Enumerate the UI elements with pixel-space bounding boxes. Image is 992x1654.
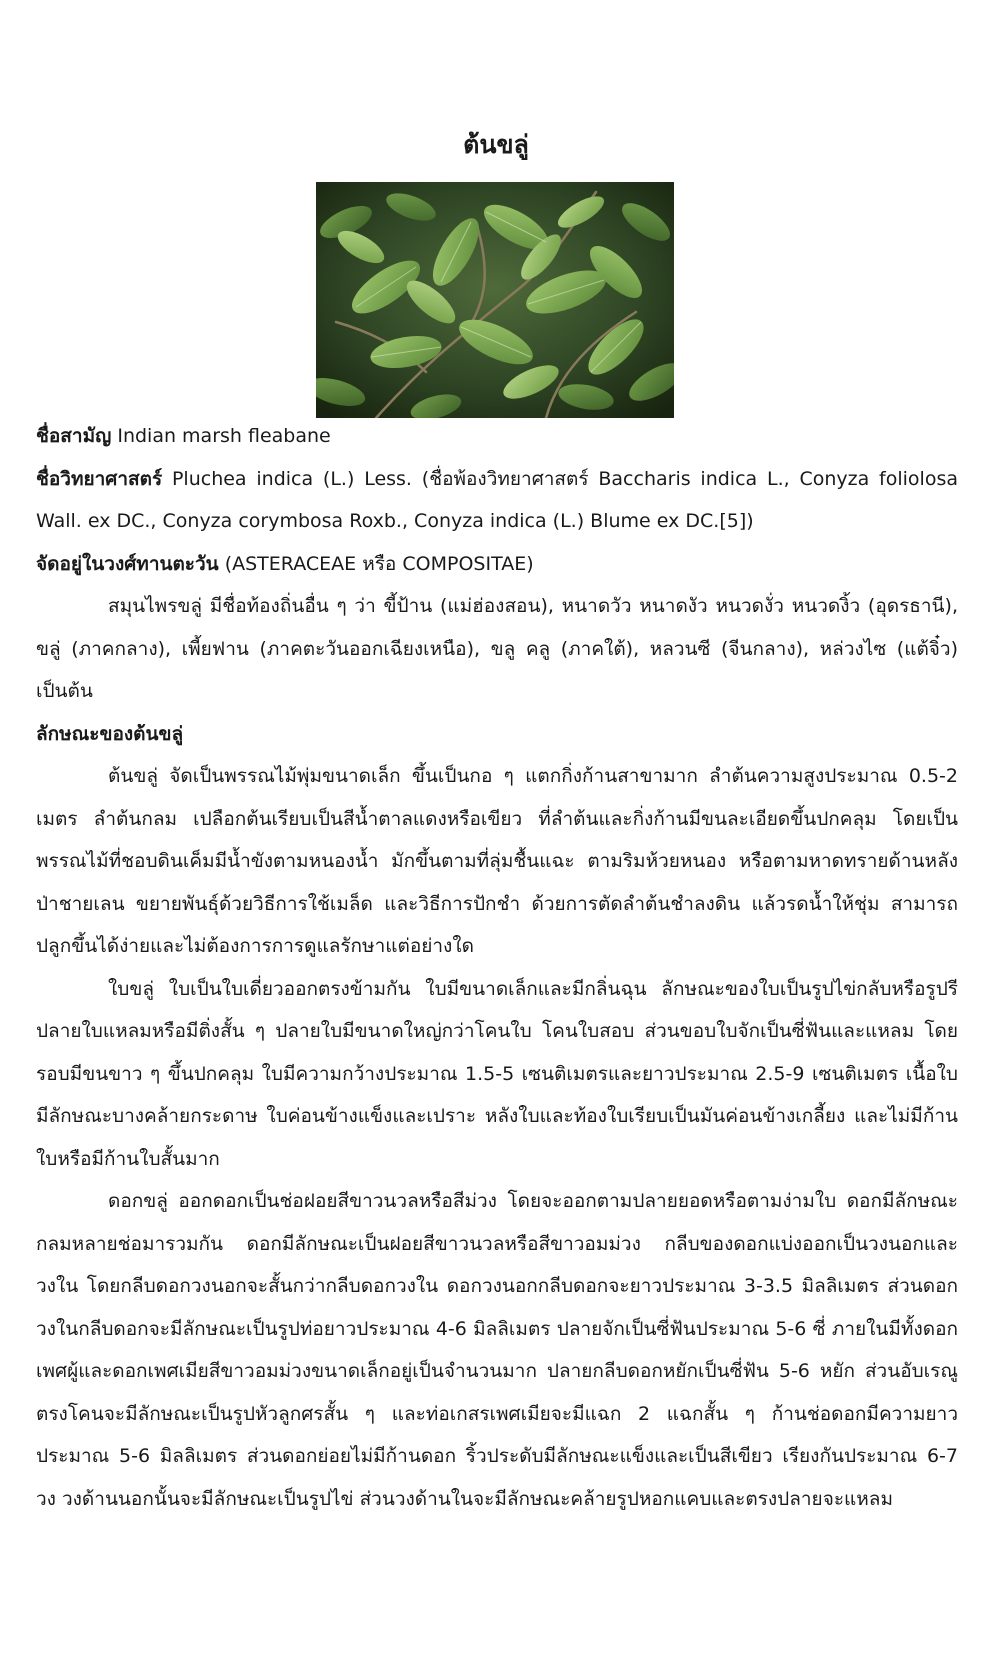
local-names-paragraph: สมุนไพรขลู่ มีชื่อท้องถิ่นอื่น ๆ ว่า ขี้ป้าน (แม่ฮ่องสอน), หนาดวัว หนาดงัว หนวดงั่ว หนวดงิ้ว (อุดรธานี), ขลู่ (ภาคกลาง), เพี้ยฟาน (ภาคตะวันออกเฉียงเหนือ), ขลู คลู (ภาคใต้), หลวนซี (จีนกลาง), หล่วงไซ (แต้จิ๋ว) เป็นต้น	[36, 595, 958, 702]
family-label: จัดอยู่ในวงศ์ทานตะวัน	[36, 552, 219, 575]
leaf-paragraph: ใบขลู่ ใบเป็นใบเดี่ยวออกตรงข้ามกัน ใบมีขนาดเล็กและมีกลิ่นฉุน ลักษณะของใบเป็นรูปไข่กลับหรือรูปรี ปลายใบแหลมหรือมีติ่งสั้น ๆ ปลายใบมีขนาดใหญ่กว่าโคนใบ โคนใบสอบ ส่วนขอบใบจักเป็นซี่ฟันและแหลม โดยรอบมีขนขาว ๆ ขึ้นปกคลุม ใบมีความกว้างประมาณ 1.5-5 เซนติเมตรและยาวประมาณ 2.5-9 เซนติเมตร เนื้อใบมีลักษณะบางคล้ายกระดาษ ใบค่อนข้างแข็งและเปราะ หลังใบและท้องใบเรียบเป็นมันค่อนข้างเกลี้ยง และไม่มีก้านใบหรือมีก้านใบสั้นมาก	[36, 977, 958, 1170]
plant-photo	[316, 182, 674, 418]
scientific-name-label: ชื่อวิทยาศาสตร์	[36, 467, 163, 490]
common-name-value: Indian marsh fleabane	[111, 425, 331, 447]
common-name-label: ชื่อสามัญ	[36, 425, 112, 447]
plant-photo-icon	[316, 182, 674, 418]
family-value: (ASTERACEAE หรือ COMPOSITAE)	[218, 552, 534, 575]
scientific-name-line	[36, 458, 958, 543]
family-line	[36, 543, 958, 586]
common-name-line	[36, 415, 958, 458]
scientific-name-value: Pluchea indica (L.) Less. (ชื่อพ้องวิทยาศาสตร์ Baccharis indica L., Conyza foliolosa Wall. ex DC., Conyza corymbosa Roxb., Conyza indica (L.) Blume ex DC.[5])	[36, 467, 958, 532]
document-body	[36, 415, 958, 1520]
page-title: ต้นขลู่	[463, 130, 529, 159]
flower-paragraph: ดอกขลู่ ออกดอกเป็นช่อฝอยสีขาวนวลหรือสีม่วง โดยจะออกตามปลายยอดหรือตามง่ามใบ ดอกมีลักษณะกลมหลายช่อมารวมกัน ดอกมีลักษณะเป็นฝอยสีขาวนวลหรือสีขาวอมม่วง กลีบของดอกแบ่งออกเป็นวงนอกและวงใน โดยกลีบดอกวงนอกจะสั้นกว่ากลีบดอกวงใน ดอกวงนอกกลีบดอกจะยาวประมาณ 3-3.5 มิลลิเมตร ส่วนดอกวงในกลีบดอกจะมีลักษณะเป็นรูปท่อยาวประมาณ 4-6 มิลลิเมตร ปลายจักเป็นซี่ฟันประมาณ 5-6 ซี่ ภายในมีทั้งดอกเพศผู้และดอกเพศเมียสีขาวอมม่วงขนาดเล็กอยู่เป็นจำนวนมาก ปลายกลีบดอกหยักเป็นซี่ฟัน 5-6 หยัก ส่วนอับเรณูตรงโคนจะมีลักษณะเป็นรูปหัวลูกศรสั้น ๆ และท่อเกสรเพศเมียจะมีแฉก 2 แฉกสั้น ๆ ก้านช่อดอกมีความยาวประมาณ 5-6 มิลลิเมตร ส่วนดอกย่อยไม่มีก้านดอก ริ้วประดับมีลักษณะแข็งและเป็นสีเขียว เรียงกันประมาณ 6-7 วง วงด้านนอกนั้นจะมีลักษณะเป็นรูปไข่ ส่วนวงด้านในจะมีลักษณะคล้ายรูปหอกแคบและตรงปลายจะแหลม	[36, 1190, 958, 1510]
stem-paragraph: ต้นขลู่ จัดเป็นพรรณไม้พุ่มขนาดเล็ก ขึ้นเป็นกอ ๆ แตกกิ่งก้านสาขามาก ลำต้นความสูงประมาณ 0.5-2 เมตร ลำต้นกลม เปลือกต้นเรียบเป็นสีน้ำตาลแดงหรือเขียว ที่ลำต้นและกิ่งก้านมีขนละเอียดขึ้นปกคลุม โดยเป็นพรรณไม้ที่ชอบดินเค็มมีน้ำขังตามหนองน้ำ มักขึ้นตามที่ลุ่มชื้นแฉะ ตามริมห้วยหนอง หรือตามหาดทรายด้านหลังป่าชายเลน ขยายพันธุ์ด้วยวิธีการใช้เมล็ด และวิธีการปักชำ ด้วยการตัดลำต้นชำลงดิน แล้วรดน้ำให้ชุ่ม สามารถปลูกขึ้นได้ง่ายและไม่ต้องการการดูแลรักษาแต่อย่างใด	[36, 765, 958, 957]
characteristics-heading: ลักษณะของต้นขลู่	[36, 722, 184, 745]
